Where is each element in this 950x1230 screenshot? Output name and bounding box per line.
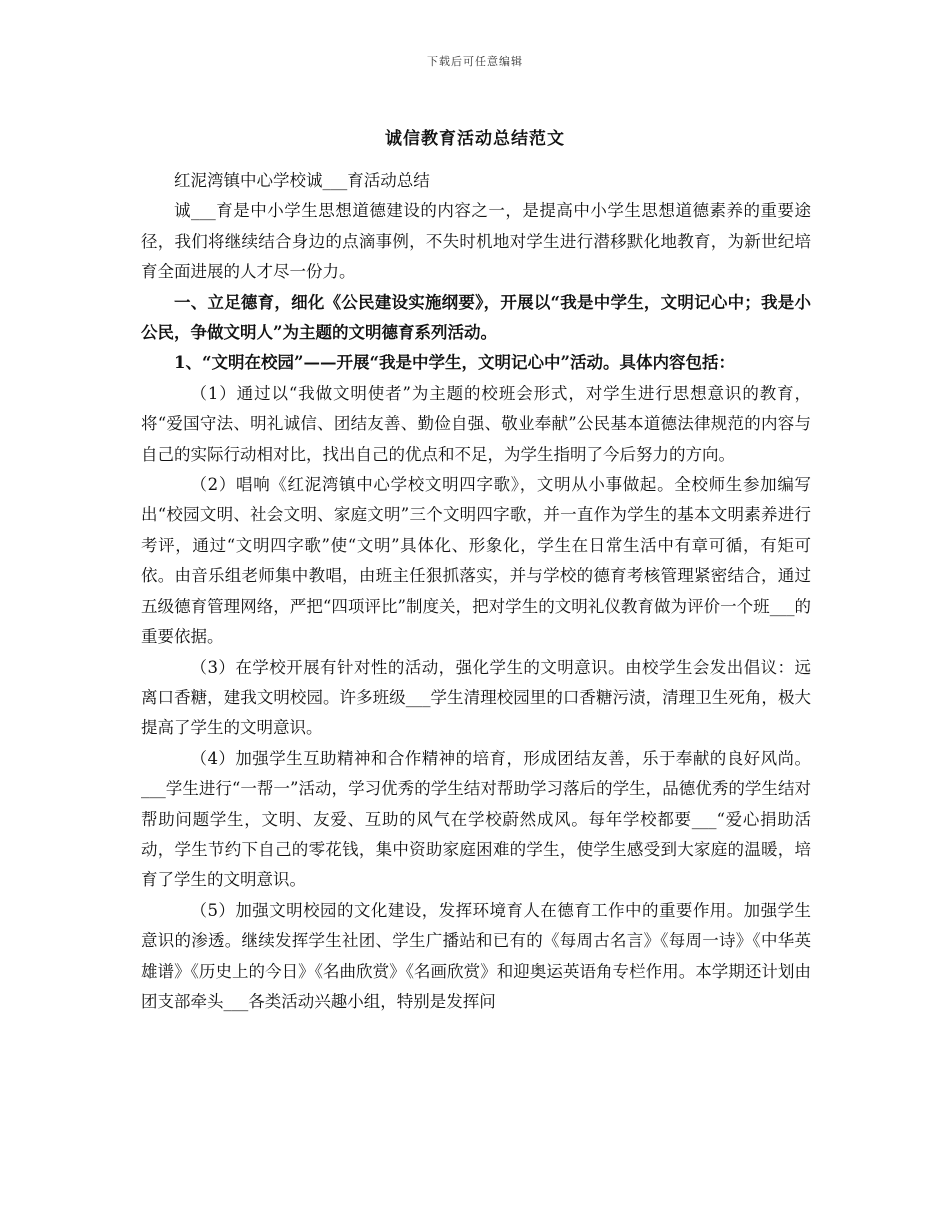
paragraph-item-4: （4）加强学生互助精神和合作精神的培育，形成团结友善，乐于奉献的良好风尚。___学生进行“一帮一”活动，学习优秀的学生结对帮助学习落后的学生，品德优秀的学生结对帮助问题学生，文明、友爱、互助的风气在学校蔚然成风。每年学校都要___“爱心捐助活动，学生节约下自己的零花钱，集中资助家庭困难的学生，使学生感受到大家庭的温暖，培育了学生的文明意识。 — [141, 748, 811, 890]
heading-subsection-1: 1、“文明在校园”——开展“我是中学生，文明记心中”活动。具体内容包括： — [174, 353, 735, 373]
document-title: 诚信教育活动总结范文 — [385, 129, 565, 149]
paragraph-intro: 诚___育是中小学生思想道德建设的内容之一，是提高中小学生思想道德素养的重要途径，我们将继续结合身边的点滴事例，不失时机地对学生进行潜移默化地教育，为新世纪培育全面进展的人才尽一份力。 — [141, 201, 811, 282]
paragraph-item-3: （3）在学校开展有针对性的活动，强化学生的文明意识。由校学生会发出倡议：远离口香糖，建我文明校园。许多班级___学生清理校园里的口香糖污渍，清理卫生死角，极大提高了学生的文明意识。 — [141, 657, 811, 738]
header-note: 下载后可任意编辑 — [427, 55, 523, 68]
heading-section-1: 一、立足德育，细化《公民建设实施纲要》，开展以“我是中学生，文明记心中；我是小公民，争做文明人”为主题的文明德育系列活动。 — [141, 292, 811, 343]
paragraph-school-name: 红泥湾镇中心学校诚___育活动总结 — [174, 171, 430, 190]
paragraph-item-5: （5）加强文明校园的文化建设，发挥环境育人在德育工作中的重要作用。加强学生意识的渗透。继续发挥学生社团、学生广播站和已有的《每周古名言》《每周一诗》《中华英雄谱》《历史上的今日》《名曲欣赏》《名画欣赏》和迎奥运英语角专栏作用。本学期还计划由团支部牵头___各类活动兴趣小组，特别是发挥问 — [141, 900, 811, 1011]
paragraph-item-2: （2）唱响《红泥湾镇中心学校文明四字歌》，文明从小事做起。全校师生参加编写出“校园文明、社会文明、家庭文明”三个文明四字歌，并一直作为学生的基本文明素养进行考评，通过“文明四字歌”使“文明”具体化、形象化，学生在日常生活中有章可循，有矩可依。由音乐组老师集中教唱，由班主任狠抓落实，并与学校的德育考核管理紧密结合，通过五级德育管理网络，严把“四项评比”制度关，把对学生的文明礼仪教育做为评价一个班___的重要依据。 — [141, 475, 811, 647]
paragraph-item-1: （1）通过以“我做文明使者”为主题的校班会形式，对学生进行思想意识的教育，将“爱国守法、明礼诚信、团结友善、勤俭自强、敬业奉献”公民基本道德法律规范的内容与自己的实际行动相对比，找出自己的优点和不足，为学生指明了今后努力的方向。 — [141, 383, 811, 464]
document-body — [141, 166, 811, 1017]
